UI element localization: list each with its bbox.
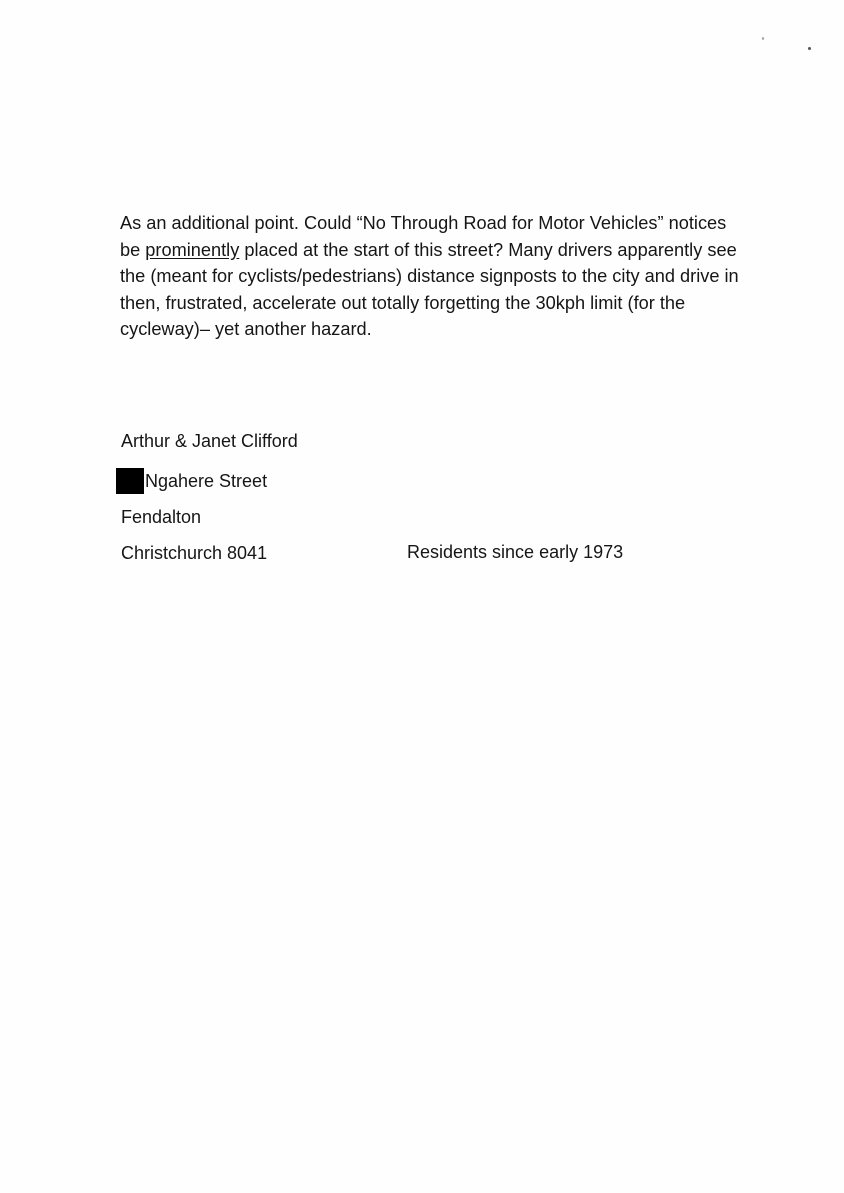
letter-paragraph <box>120 210 770 343</box>
paragraph-line: As an additional point. Could “No Through Road for Motor Vehicles” notices <box>120 213 727 233</box>
city-postcode: Christchurch 8041 <box>121 543 268 563</box>
paragraph-text: placed at the start of this street? Many drivers apparently see <box>239 239 737 260</box>
redaction-box <box>116 468 144 494</box>
paragraph-line: then, frustrated, accelerate out totally forgetting the 30kph limit (for the <box>120 292 686 313</box>
paragraph-line <box>120 237 770 264</box>
suburb: Fendalton <box>121 507 202 527</box>
paragraph-text: be <box>120 239 146 260</box>
paragraph-line: the (meant for cyclists/pedestrians) distance signposts to the city and drive in <box>120 266 739 286</box>
residency-note: Residents since early 1973 <box>407 542 624 562</box>
paragraph-line: cycleway)– yet another hazard. <box>120 319 372 339</box>
scan-speck <box>762 37 764 40</box>
signatory-names: Arthur & Janet Clifford <box>121 431 298 451</box>
street-address <box>116 468 267 494</box>
scan-speck <box>808 47 811 50</box>
street-name: Ngahere Street <box>145 471 268 491</box>
emphasized-word: prominently <box>145 239 240 260</box>
